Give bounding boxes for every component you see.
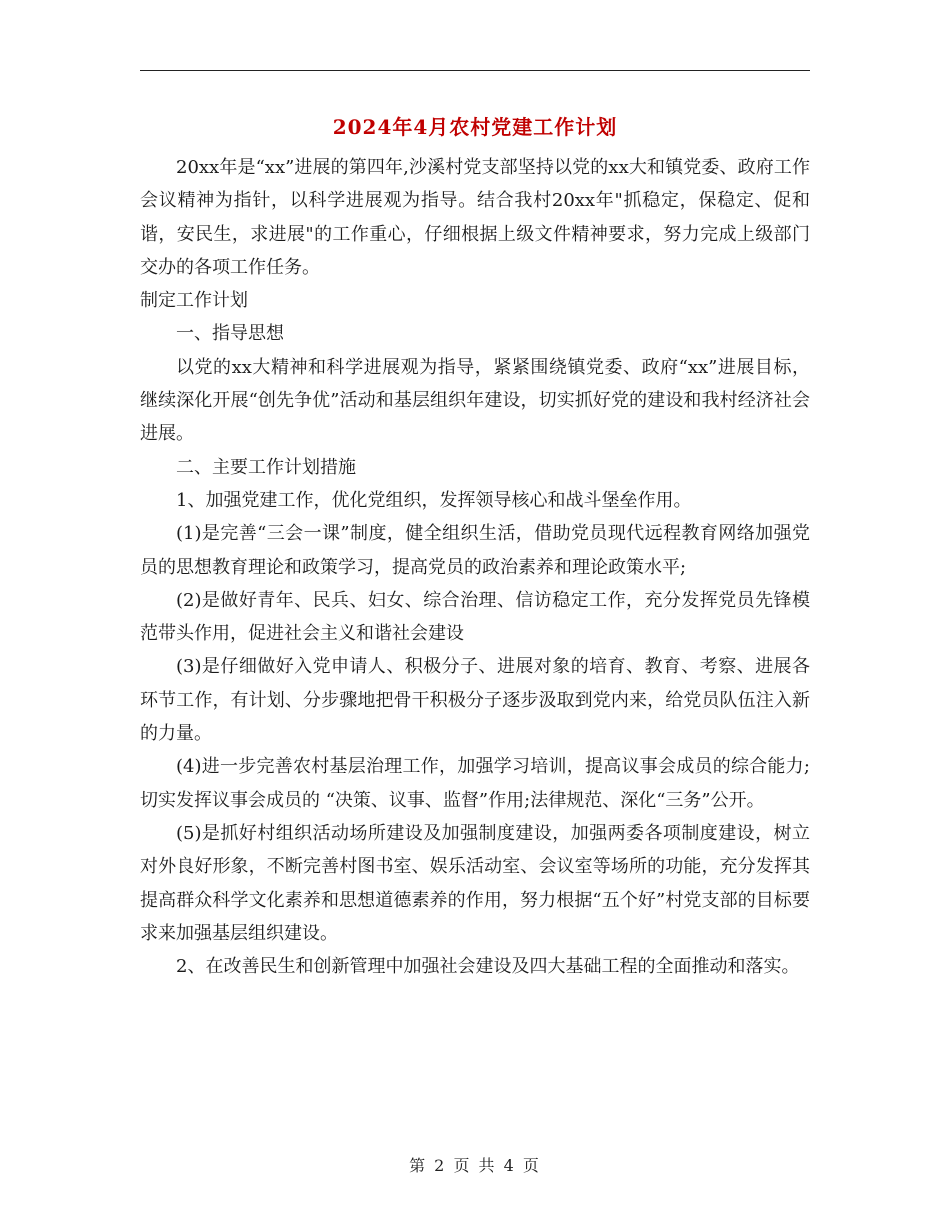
paragraph-measure-1: 1、加强党建工作，优化党组织，发挥领导核心和战斗堡垒作用。 <box>176 489 692 511</box>
paragraph-item-2: (2)是做好青年、民兵、妇女、综合治理、信访稳定工作，充分发挥党员先锋模范带头作用，促进社会主义和谐社会建设 <box>140 589 810 645</box>
paragraph-intro: 20xx年是“xx”进展的第四年,沙溪村党支部坚持以党的xx大和镇党委、政府工作会议精神为指针，以科学进展观为指导。结合我村20xx年"抓稳定，保稳定、促和谐，安民生，求进展"的工作重心，仔细根据上级文件精神要求，努力完成上级部门交办的各项工作任务。 <box>140 157 810 278</box>
paragraph-measure-2: 2、在改善民生和创新管理中加强社会建设及四大基础工程的全面推动和落实。 <box>176 956 800 978</box>
paragraph-item-4: (4)进一步完善农村基层治理工作，加强学习培训，提高议事会成员的综合能力;切实发挥议事会成员的 “决策、议事、监督”作用;法律规范、深化“三务”公开。 <box>140 756 810 811</box>
paragraph-item-3: (3)是仔细做好入党申请人、积极分子、进展对象的培育、教育、考察、进展各环节工作，有计划、分步骤地把骨干积极分子逐步汲取到党内来，给党员队伍注入新的力量。 <box>140 656 810 745</box>
paragraph-item-5: (5)是抓好村组织活动场所建设及加强制度建设，加强两委各项制度建设，树立对外良好形象，不断完善村图书室、娱乐活动室、会议室等场所的功能，充分发挥其提高群众科学文化素养和思想道德素养的作用，努力根据“五个好”村党支部的目标要求来加强基层组织建设。 <box>140 822 810 944</box>
paragraph-plan-heading: 制定工作计划 <box>140 290 248 312</box>
section-heading-main-measures: 二、主要工作计划措施 <box>176 456 356 478</box>
paragraph-item-1: (1)是完善“三会一课”制度，健全组织生活，借助党员现代远程教育网络加强党员的思想教育理论和政策学习，提高党员的政治素养和理论政策水平; <box>140 523 810 578</box>
page-number: 第 2 页 共 4 页 <box>409 1156 541 1175</box>
header-rule <box>140 70 810 71</box>
document-title: 2024年4月农村党建工作计划 <box>332 115 618 139</box>
paragraph-guiding-thought: 以党的xx大精神和科学进展观为指导，紧紧围绕镇党委、政府“xx”进展目标，继续深化开展“创先争优”活动和基层组织年建设，切实抓好党的建设和我村经济社会进展。 <box>140 356 810 445</box>
document-body <box>140 108 810 983</box>
section-heading-guiding-thought: 一、指导思想 <box>176 323 284 345</box>
